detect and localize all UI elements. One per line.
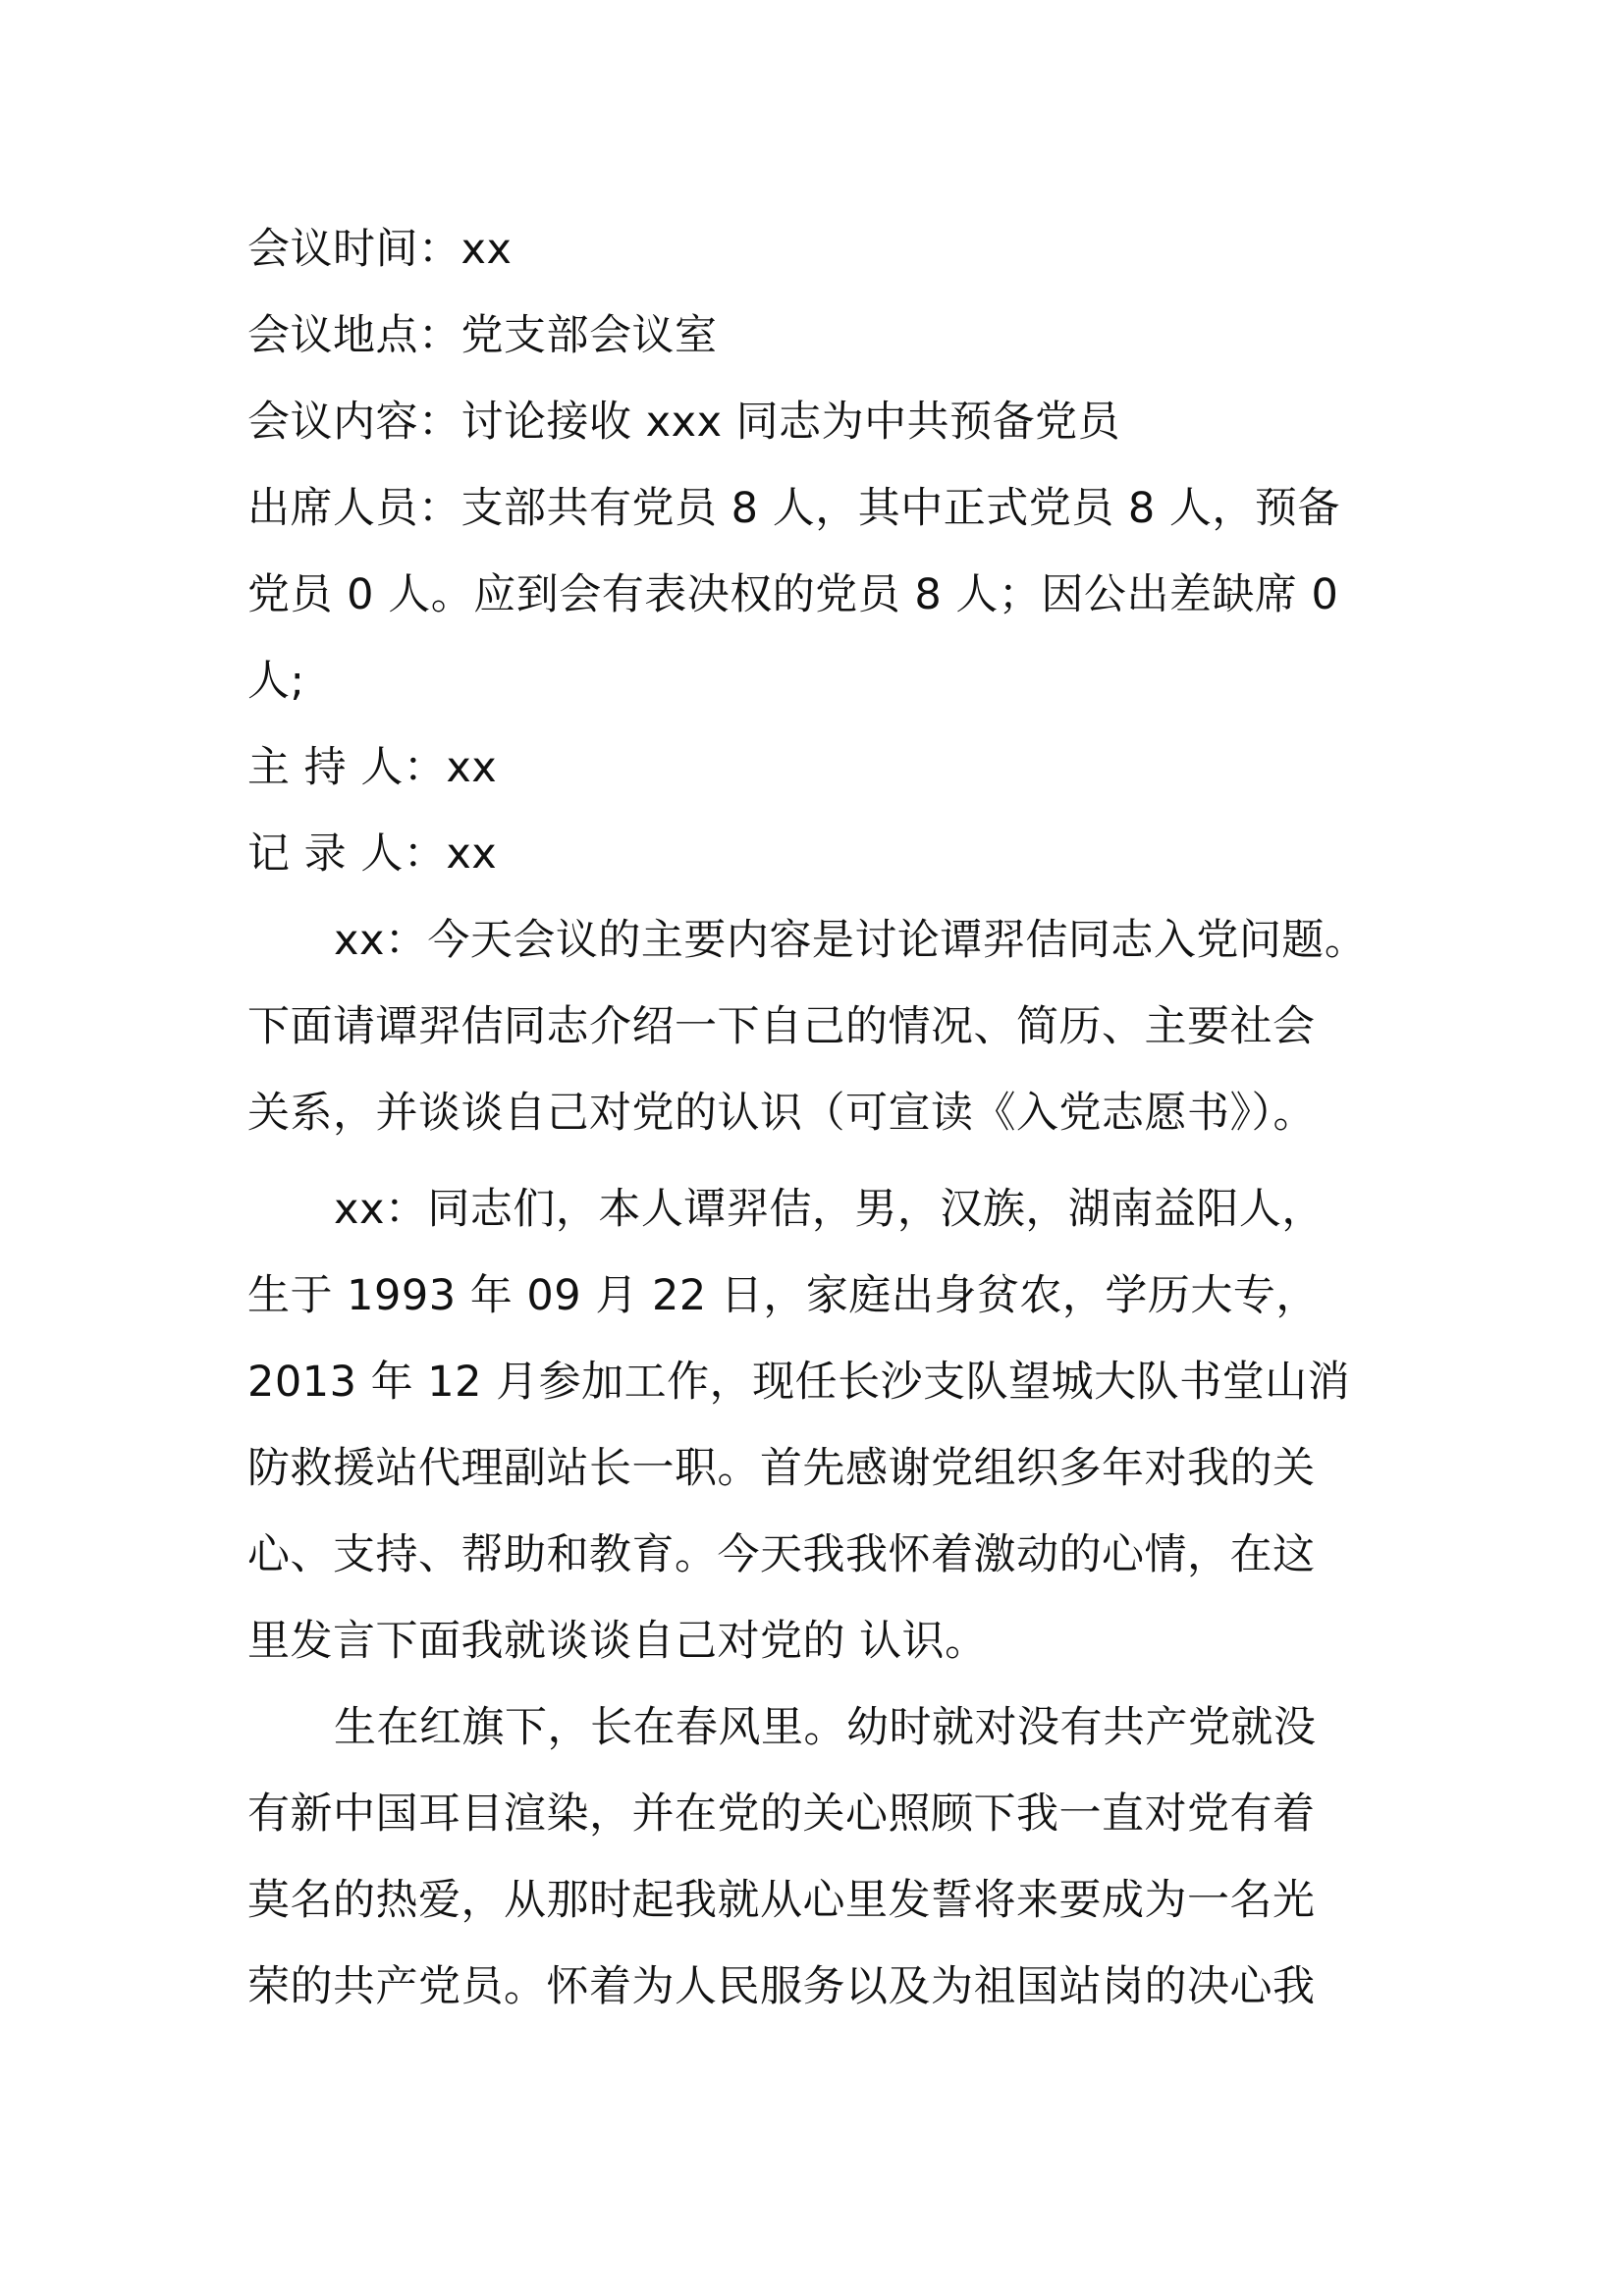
meeting-location-line: 会议地点：党支部会议室 [247, 311, 718, 360]
paragraph-2-line-1: xx：同志们，本人谭羿佶，男，汉族，湖南益阳人， [334, 1185, 1325, 1234]
paragraph-3-line-2: 有新中国耳目渲染，并在党的关心照顾下我一直对党有着 [247, 1789, 1316, 1839]
paragraph-1-line-1: xx：今天会议的主要内容是讨论谭羿佶同志入党问题。 [334, 916, 1368, 965]
paragraph-2-line-5: 心、支持、帮助和教育。今天我我怀着激动的心情，在这 [247, 1530, 1316, 1579]
paragraph-2-line-3: 2013 年 12 月参加工作，现任长沙支队望城大队书堂山消 [247, 1358, 1351, 1407]
paragraph-2-line-6: 里发言下面我就谈谈自己对党的 认识。 [247, 1617, 988, 1666]
attendees-line-3: 人; [247, 657, 305, 706]
recorder-line: 记 录 人：xx [247, 829, 498, 879]
paragraph-3-line-3: 莫名的热爱，从那时起我就从心里发誓将来要成为一名光 [247, 1876, 1316, 1925]
attendees-line-1: 出席人员：支部共有党员 8 人，其中正式党员 8 人，预备 [247, 484, 1340, 533]
paragraph-2-line-2: 生于 1993 年 09 月 22 日，家庭出身贫农，学历大专， [247, 1271, 1319, 1320]
host-line: 主 持 人：xx [247, 743, 498, 792]
paragraph-3-line-4: 荣的共产党员。怀着为人民服务以及为祖国站岗的决心我 [247, 1962, 1316, 2011]
meeting-content-line: 会议内容：讨论接收 xxx 同志为中共预备党员 [247, 398, 1121, 447]
document-body [247, 206, 1386, 2030]
attendees-line-2: 党员 0 人。应到会有表决权的党员 8 人；因公出差缺席 0 [247, 570, 1339, 619]
paragraph-2-line-4: 防救援站代理副站长一职。首先感谢党组织多年对我的关 [247, 1444, 1316, 1493]
meeting-time-line: 会议时间：xx [247, 225, 513, 274]
paragraph-3-line-1: 生在红旗下，长在春风里。幼时就对没有共产党就没 [334, 1703, 1317, 1752]
paragraph-1-line-3: 关系，并谈谈自己对党的认识（可宣读《入党志愿书》）。 [247, 1089, 1316, 1138]
paragraph-1-line-2: 下面请谭羿佶同志介绍一下自己的情况、简历、主要社会 [247, 1002, 1316, 1051]
